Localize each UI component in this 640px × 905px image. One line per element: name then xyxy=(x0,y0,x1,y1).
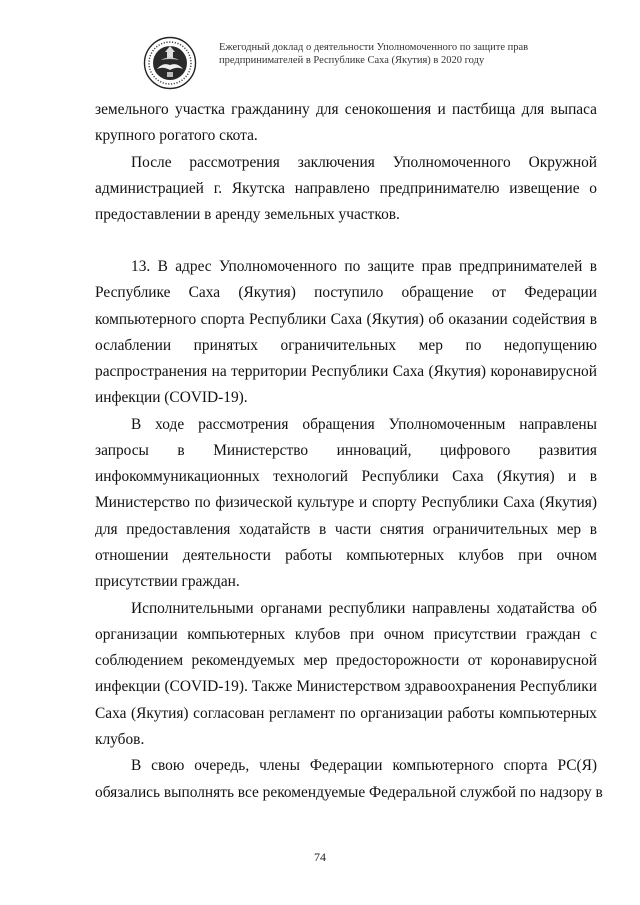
text-line: инфекции (COVID-19). Также Министерством здравоохранения Республики xyxy=(95,678,597,695)
text-line: клубов. xyxy=(95,731,145,748)
coat-of-arms-icon xyxy=(143,36,197,90)
text-line: соблюдением рекомендуемых мер предосторожности от коронавирусной xyxy=(95,652,597,669)
page-header xyxy=(143,36,583,92)
text-line: Министерство по физической культуре и спорту Республики Саха (Якутия) xyxy=(95,494,597,511)
text-line: В ходе рассмотрения обращения Уполномоченным направлены xyxy=(131,416,597,433)
report-title xyxy=(219,41,579,67)
text-line: для предоставления ходатайств в части снятия ограничительных мер в xyxy=(95,521,597,538)
text-line: отношении деятельности работы компьютерных клубов при очном xyxy=(95,547,597,564)
text-line: Саха (Якутия) согласован регламент по организации работы компьютерных xyxy=(95,705,597,722)
text-line: инфокоммуникационных технологий Республики Саха (Якутия) и в xyxy=(95,468,597,485)
page-number: 74 xyxy=(314,850,326,864)
text-line: организации компьютерных клубов при очном присутствии граждан с xyxy=(95,626,597,643)
text-line: присутствии граждан. xyxy=(95,573,240,590)
text-line: инфекции (COVID-19). xyxy=(95,389,248,406)
text-line: В свою очередь, члены Федерации компьютерного спорта РС(Я) xyxy=(131,757,597,774)
text-line: Исполнительными органами республики направлены ходатайства об xyxy=(131,600,597,617)
text-line: ослаблении принятых ограничительных мер по недопущению xyxy=(95,337,597,354)
text-line: распространения на территории Республики Саха (Якутия) коронавирусной xyxy=(95,363,597,380)
text-line: запросы в Министерство инноваций, цифрового развития xyxy=(95,442,597,459)
report-title-line: предпринимателей в Республике Саха (Якутия) в 2020 году xyxy=(219,55,485,66)
report-title-line: Ежегодный доклад о деятельности Уполномоченного по защите прав xyxy=(219,42,529,53)
text-line: крупного рогатого скота. xyxy=(95,127,258,144)
text-line: компьютерного спорта Республики Саха (Якутия) об оказании содействия в xyxy=(95,311,597,328)
text-line: земельного участка гражданину для сенокошения и пастбища для выпаса xyxy=(95,101,597,118)
text-line: обязались выполнять все рекомендуемые Федеральной службой по надзору в xyxy=(95,784,603,801)
text-line: 13. В адрес Уполномоченного по защите прав предпринимателей в xyxy=(131,258,597,275)
text-line: администрацией г. Якутска направлено предпринимателю извещение о xyxy=(95,180,597,197)
text-line: предоставлении в аренду земельных участков. xyxy=(95,206,400,223)
text-line: После рассмотрения заключения Уполномоченного Окружной xyxy=(131,154,597,171)
text-line: Республике Саха (Якутия) поступило обращение от Федерации xyxy=(95,284,597,301)
